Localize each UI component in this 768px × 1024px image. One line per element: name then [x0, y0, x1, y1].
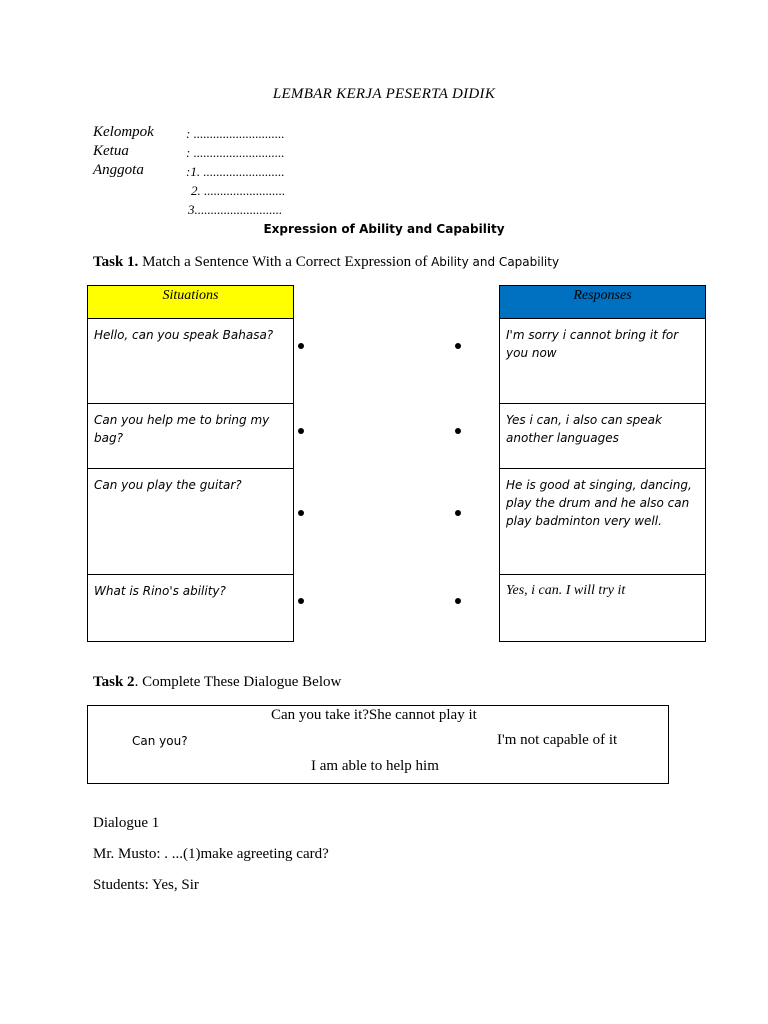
- task2-instruction: [93, 674, 341, 691]
- situation-cell: Can you play the guitar?: [88, 469, 294, 575]
- response-cell: Yes i can, i also can speak another languages: [500, 404, 706, 469]
- expression-options-box: [87, 705, 669, 784]
- field-label-ketua: Ketua: [93, 143, 129, 159]
- field-label-kelompok: Kelompok: [93, 124, 154, 140]
- field-value-anggota-2: 2. .........................: [191, 183, 286, 198]
- task1-text-sans: Ability and Capability: [431, 255, 560, 269]
- match-dot-left[interactable]: [298, 510, 304, 516]
- field-value-kelompok: : ............................: [186, 126, 285, 141]
- section-subtitle: Expression of Ability and Capability: [263, 222, 505, 236]
- task1-instruction: [93, 254, 559, 271]
- situation-cell: What is Rino's ability?: [88, 575, 294, 642]
- option-not-capable: I'm not capable of it: [497, 732, 618, 748]
- responses-header: Responses: [500, 286, 706, 319]
- response-cell: Yes, i can. I will try it: [500, 575, 706, 642]
- task1-label: Task 1.: [93, 254, 139, 270]
- match-dot-left[interactable]: [298, 598, 304, 604]
- field-value-anggota-1: :1. .........................: [186, 164, 285, 179]
- task2-text: . Complete These Dialogue Below: [134, 674, 342, 690]
- match-dot-right[interactable]: [455, 598, 461, 604]
- response-cell: He is good at singing, dancing, play the drum and he also can play badminton very well.: [500, 469, 706, 575]
- field-value-anggota-3: 3...........................: [188, 202, 283, 217]
- match-dot-left[interactable]: [298, 343, 304, 349]
- match-dot-right[interactable]: [455, 343, 461, 349]
- responses-table: [499, 285, 706, 642]
- response-cell: I'm sorry i cannot bring it for you now: [500, 319, 706, 404]
- dialogue-heading: Dialogue 1: [93, 815, 160, 831]
- task2-label: Task 2: [93, 674, 135, 690]
- situations-table: [87, 285, 294, 642]
- situation-cell: Hello, can you speak Bahasa?: [88, 319, 294, 404]
- situation-cell: Can you help me to bring my bag?: [88, 404, 294, 469]
- option-able-to-help: I am able to help him: [311, 758, 439, 774]
- match-dot-right[interactable]: [455, 428, 461, 434]
- field-label-anggota: Anggota: [93, 162, 144, 178]
- dialogue-line: Students: Yes, Sir: [93, 877, 199, 893]
- option-line-1: Can you take it?She cannot play it: [271, 707, 477, 723]
- page-title: LEMBAR KERJA PESERTA DIDIK: [272, 86, 496, 102]
- situations-header: Situations: [88, 286, 294, 319]
- task1-text: Match a Sentence With a Correct Expression of: [142, 254, 428, 270]
- field-value-ketua: : ............................: [186, 145, 285, 160]
- option-can-you: Can you?: [132, 734, 188, 748]
- match-dot-right[interactable]: [455, 510, 461, 516]
- dialogue-line: Mr. Musto: . ...(1)make agreeting card?: [93, 846, 329, 862]
- match-dot-left[interactable]: [298, 428, 304, 434]
